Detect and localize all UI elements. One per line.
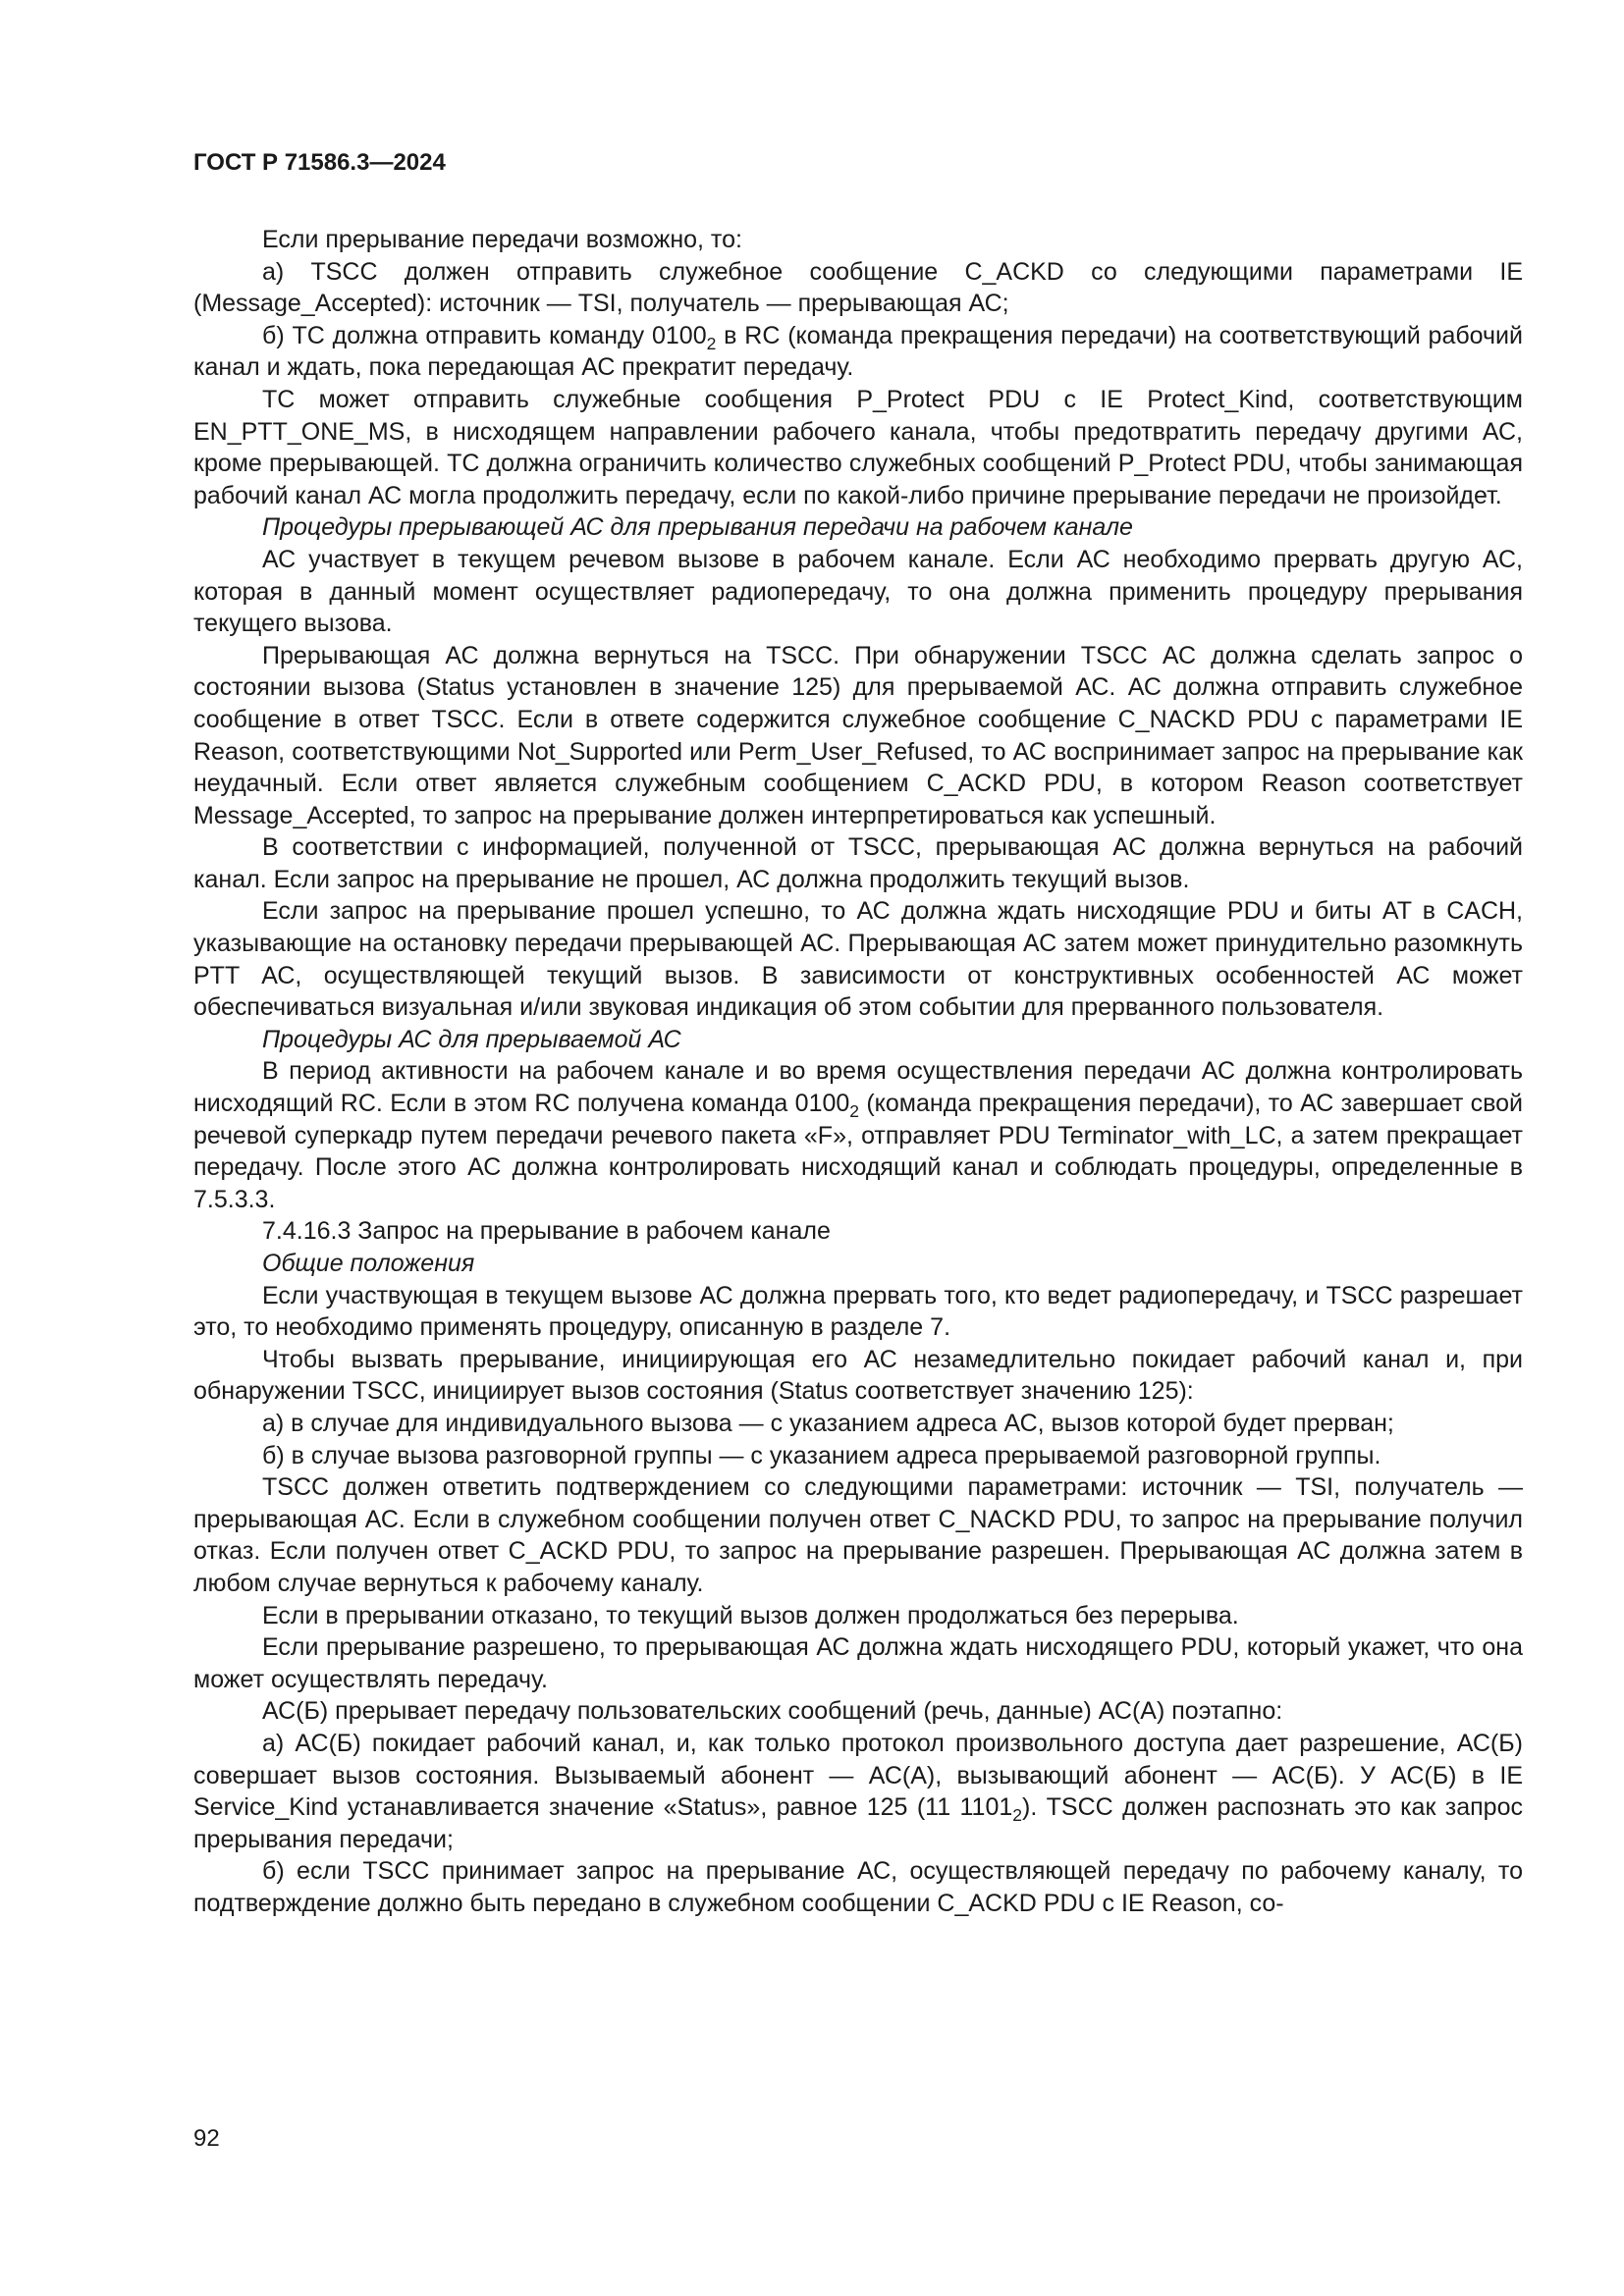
paragraph: Если в прерывании отказано, то текущий вызов должен продолжаться без перерыва.: [262, 1601, 1239, 1629]
paragraph: АС(Б) прерывает передачу пользовательских сообщений (речь, данные) АС(А) поэтапно:: [262, 1697, 1283, 1726]
page-number: 92: [193, 2125, 220, 2152]
section-heading: 7.4.16.3 Запрос на прерывание в рабочем канале: [262, 1217, 831, 1246]
text-run: б) ТС должна отправить команду 0100: [262, 321, 707, 349]
subsection-heading: Процедуры прерывающей АС для прерывания передачи на рабочем канале: [262, 513, 1133, 542]
text-run: в RC (команда прекращения передачи) на соответствующий рабочий канал и ждать, пока передающая АС прекратит передачу.: [193, 321, 1523, 382]
paragraph: TSCC должен ответить подтверждением со следующими параметрами: источник — TSI, получатель — прерывающая АС. Если в служебном сообщении получен ответ C_NACKD PDU, то запрос на прерывание получил отказ. Если получен ответ C_ACKD PDU, то запрос на прерывание разрешен. Прерывающая АС должна затем в любом случае вернуться к рабочему каналу.: [193, 1473, 1523, 1597]
text-run: ). TSCC должен распознать это как запрос прерывания передачи;: [193, 1793, 1523, 1853]
paragraph: Если участвующая в текущем вызове АС должна прервать того, кто ведет радиопередачу, и TSCC разрешает это, то необходимо применять процедуру, описанную в разделе 7.: [193, 1281, 1523, 1342]
paragraph: Прерывающая АС должна вернуться на TSCC. При обнаружении TSCC АС должна сделать запрос о состоянии вызова (Status установлен в значение 125) для прерываемой АС. АС должна отправить служебное сообщение в ответ TSCC. Если в ответе содержится служебное сообщение C_NACKD PDU с параметрами IE Reason, соответствующими Not_Supported или Perm_User_Refused, то АС воспринимает запрос на прерывание как неудачный. Если ответ является служебным сообщением C_ACKD PDU, в котором Reason соответствует Message_Accepted, то запрос на прерывание должен интерпретироваться как успешный.: [193, 641, 1523, 829]
text-run: (команда прекращения передачи), то АС завершает свой речевой суперкадр путем передачи речевого пакета «F», отправляет PDU Terminator_with_LC, а затем прекращает передачу. После этого АС должна контролировать нисходящий канал и соблюдать процедуры, определенные в 7.5.3.3.: [193, 1090, 1523, 1213]
paragraph: ТС может отправить служебные сообщения P_Protect PDU с IE Protect_Kind, соответствующим EN_PTT_ONE_MS, в нисходящем направлении рабочего канала, чтобы предотвратить передачу другими АС, кроме прерывающей. ТС должна ограничить количество служебных сообщений P_Protect PDU, чтобы занимающая рабочий канал АС могла продолжить передачу, если по какой-либо причине прерывание передачи не произойдет.: [193, 385, 1523, 509]
list-item: а) в случае для индивидуального вызова — с указанием адреса АС, вызов которой будет прерван;: [262, 1409, 1394, 1437]
paragraph: Если прерывание передачи возможно, то:: [262, 226, 742, 253]
body-text: [193, 224, 1523, 1919]
paragraph: Если запрос на прерывание прошел успешно, то АС должна ждать нисходящие PDU и биты AT в CACH, указывающие на остановку передачи прерывающей АС. Прерывающая АС затем может принудительно разомкнуть PTT АС, осуществляющей текущий вызов. В зависимости от конструктивных особенностей АС может обеспечиваться визуальная и/или звуковая индикация об этом событии для прерванного пользователя.: [193, 897, 1523, 1022]
list-item: [193, 320, 1523, 384]
list-item: а) TSCC должен отправить служебное сообщение C_ACKD со следующими параметрами IE (Message_Accepted): источник — TSI, получатель — прерывающая АС;: [193, 257, 1523, 318]
text-run: В период активности на рабочем канале и во время осуществления передачи АС должна контролировать нисходящий RC. Если в этом RC получена команда 0100: [193, 1057, 1523, 1118]
paragraph: Если прерывание разрешено, то прерывающая АС должна ждать нисходящего PDU, который укажет, что она может осуществлять передачу.: [193, 1633, 1523, 1693]
paragraph: [193, 1055, 1523, 1215]
subscript: 2: [849, 1101, 860, 1122]
paragraph: В соответствии с информацией, полученной от TSCC, прерывающая АС должна вернуться на рабочий канал. Если запрос на прерывание не прошел, АС должна продолжить текущий вызов.: [193, 833, 1523, 893]
list-item: б) в случае вызова разговорной группы — с указанием адреса прерываемой разговорной группы.: [262, 1441, 1381, 1469]
paragraph: АС участвует в текущем речевом вызове в рабочем канале. Если АС необходимо прервать другую АС, которая в данный момент осуществляет радиопередачу, то она должна применить процедуру прерывания текущего вызова.: [193, 545, 1523, 638]
list-item: [193, 1728, 1523, 1855]
subsection-heading: Процедуры АС для прерываемой АС: [262, 1025, 681, 1053]
subscript: 2: [1012, 1805, 1022, 1826]
subsection-heading: Общие положения: [262, 1250, 475, 1277]
paragraph: Чтобы вызвать прерывание, инициирующая его АС незамедлительно покидает рабочий канал и, при обнаружении TSCC, инициирует вызов состояния (Status соответствует значению 125):: [193, 1345, 1523, 1406]
list-item: б) если TSCC принимает запрос на прерывание АС, осуществляющей передачу по рабочему каналу, то подтверждение должно быть передано в служебном сообщении C_ACKD PDU с IE Reason, со-: [193, 1857, 1523, 1917]
text-run: а) АС(Б) покидает рабочий канал, и, как только протокол произвольного доступа дает разрешение, АС(Б) совершает вызов состояния. Вызываемый абонент — АС(А), вызывающий абонент — АС(Б). У АС(Б) в IE Service_Kind устанавливается значение «Status», равное 125 (11 1101: [193, 1729, 1523, 1822]
page-header-standard-number: ГОСТ Р 71586.3—2024: [193, 149, 446, 176]
subscript: 2: [706, 333, 717, 353]
